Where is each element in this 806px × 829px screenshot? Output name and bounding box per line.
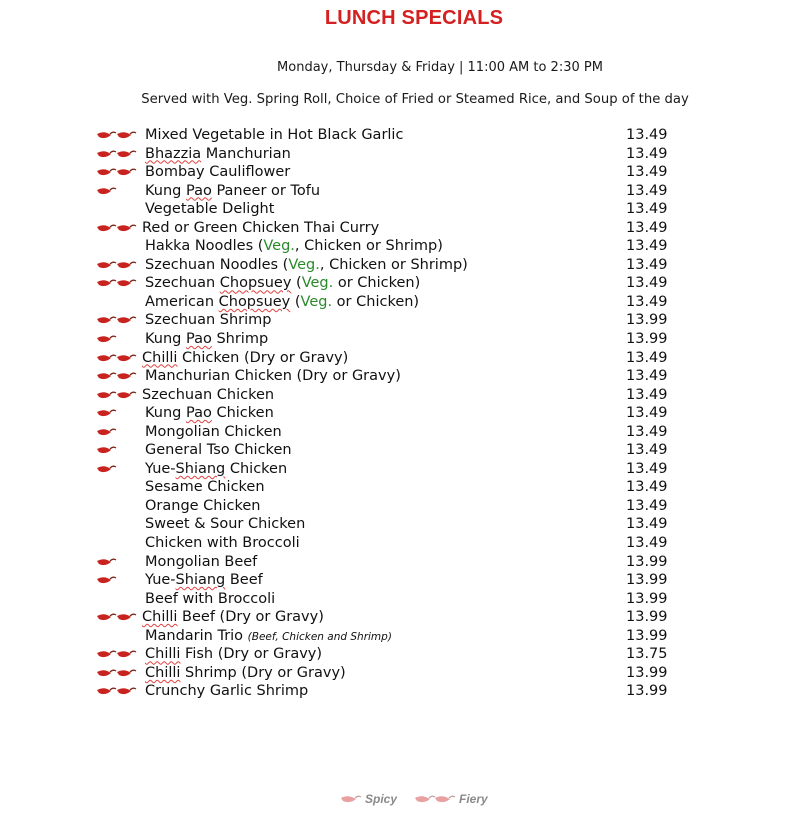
menu-item-name: Szechuan Chicken bbox=[142, 386, 275, 403]
chili-pepper-icon bbox=[97, 373, 116, 379]
chili-pepper-icon bbox=[97, 188, 116, 194]
menu-item bbox=[0, 571, 806, 590]
menu-item-price: 13.49 bbox=[626, 516, 668, 533]
menu-item bbox=[0, 553, 806, 572]
menu-item bbox=[0, 404, 806, 423]
fiery-indicator bbox=[96, 648, 140, 660]
spicy-indicator bbox=[96, 556, 140, 568]
menu-item bbox=[0, 145, 806, 164]
menu-item-name: Mixed Vegetable in Hot Black Garlic bbox=[145, 127, 404, 143]
menu-item-name: Szechuan Shrimp bbox=[145, 312, 272, 329]
menu-item bbox=[0, 293, 806, 312]
chili-pepper-icon bbox=[97, 151, 116, 157]
chili-pepper-icon bbox=[117, 262, 136, 268]
menu-item-name: General Tso Chicken bbox=[145, 442, 292, 459]
legend-chili-pepper-icon bbox=[414, 793, 436, 805]
spellcheck-word: Chilli bbox=[145, 664, 181, 681]
fiery-indicator bbox=[96, 389, 140, 401]
menu-item-name: Kung Pao Chicken bbox=[145, 405, 274, 422]
menu-item bbox=[0, 497, 806, 516]
menu-item-price: 13.49 bbox=[626, 460, 668, 477]
spellcheck-word: Chilli bbox=[142, 349, 178, 366]
menu-item-price: 13.49 bbox=[626, 497, 668, 514]
menu-item bbox=[0, 664, 806, 683]
menu-item-price: 13.49 bbox=[626, 164, 668, 181]
chili-pepper-icon bbox=[117, 132, 136, 138]
menu-item bbox=[0, 627, 806, 646]
chili-pepper-icon bbox=[117, 281, 136, 287]
menu-item-price: 13.99 bbox=[626, 609, 668, 626]
spicy-indicator bbox=[96, 444, 140, 456]
menu-item-name: American Chopsuey (Veg. or Chicken) bbox=[145, 293, 420, 310]
menu-item-name: Kung Pao Shrimp bbox=[145, 331, 269, 348]
spellcheck-word: Chopsuey bbox=[218, 293, 291, 310]
chili-pepper-icon bbox=[117, 151, 136, 157]
legend-spicy-label: Spicy bbox=[365, 792, 398, 806]
chili-pepper-icon bbox=[117, 318, 136, 324]
menu-item-name: Bhazzia Manchurian bbox=[145, 145, 291, 162]
menu-item-price: 13.99 bbox=[626, 331, 668, 348]
chili-pepper-icon bbox=[117, 355, 136, 361]
chili-pepper-icon bbox=[97, 466, 116, 472]
menu-item bbox=[0, 460, 806, 479]
hours-line: Monday, Thursday & Friday | 11:00 AM to 2:30 PM bbox=[277, 60, 603, 75]
chili-pepper-icon bbox=[97, 318, 116, 324]
menu-item-price: 13.49 bbox=[626, 405, 668, 422]
spellcheck-word: Chilli bbox=[145, 646, 181, 663]
chili-pepper-icon bbox=[97, 355, 116, 361]
legend-chili-pepper-icon bbox=[340, 793, 362, 805]
menu-item bbox=[0, 182, 806, 201]
chili-pepper-icon bbox=[117, 169, 136, 175]
fiery-indicator bbox=[96, 611, 140, 623]
chili-pepper-icon bbox=[97, 262, 116, 268]
menu-item bbox=[0, 478, 806, 497]
menu-item-name: Manchurian Chicken (Dry or Gravy) bbox=[145, 368, 401, 385]
menu-item bbox=[0, 311, 806, 330]
menu-item-name: Yue-Shiang Chicken bbox=[145, 460, 288, 477]
menu-item bbox=[0, 219, 806, 238]
menu-item-price: 13.49 bbox=[626, 349, 668, 366]
menu-item-price: 13.49 bbox=[626, 535, 668, 552]
legend-chili-pepper-icon bbox=[434, 793, 456, 805]
fiery-indicator bbox=[96, 222, 140, 234]
menu-item-name: Mandarin Trio (Beef, Chicken and Shrimp) bbox=[145, 627, 392, 644]
menu-item bbox=[0, 608, 806, 627]
menu-item-price: 13.99 bbox=[626, 590, 668, 607]
menu-item-name: Chilli Shrimp (Dry or Gravy) bbox=[145, 664, 346, 681]
menu-item-price: 13.75 bbox=[626, 646, 668, 663]
spellcheck-word: Bhazzia bbox=[145, 145, 202, 162]
menu-item-name: Crunchy Garlic Shrimp bbox=[145, 683, 309, 700]
chili-pepper-icon bbox=[117, 373, 136, 379]
spellcheck-word: Shiang bbox=[175, 572, 226, 589]
menu-item bbox=[0, 534, 806, 553]
menu-item-price: 13.49 bbox=[626, 293, 668, 310]
menu-item bbox=[0, 590, 806, 609]
chili-pepper-icon bbox=[117, 689, 136, 695]
fiery-indicator bbox=[96, 277, 140, 289]
chili-pepper-icon bbox=[97, 410, 116, 416]
chili-pepper-icon bbox=[97, 336, 116, 342]
spicy-indicator bbox=[96, 333, 140, 345]
chili-pepper-icon bbox=[117, 670, 136, 676]
menu-item-name: Vegetable Delight bbox=[145, 201, 275, 218]
chili-pepper-icon bbox=[117, 652, 136, 658]
chili-pepper-icon bbox=[97, 652, 116, 658]
menu-item-name: Chilli Chicken (Dry or Gravy) bbox=[142, 349, 349, 366]
menu-item bbox=[0, 386, 806, 405]
chili-pepper-icon bbox=[97, 614, 116, 620]
fiery-indicator bbox=[96, 129, 140, 141]
menu-item-price: 13.99 bbox=[626, 572, 668, 589]
chili-pepper-icon bbox=[117, 392, 136, 398]
spellcheck-word: Pao bbox=[185, 331, 212, 348]
menu-item-price: 13.49 bbox=[626, 238, 668, 255]
menu-item-price: 13.99 bbox=[626, 664, 668, 681]
page-title: LUNCH SPECIALS bbox=[324, 7, 504, 29]
menu-item bbox=[0, 367, 806, 386]
menu-item-name: Kung Pao Paneer or Tofu bbox=[145, 182, 321, 199]
menu-item-price: 13.49 bbox=[626, 275, 668, 292]
menu-item-name: Mongolian Beef bbox=[145, 553, 258, 570]
menu-item-name: Szechuan Chopsuey (Veg. or Chicken) bbox=[145, 275, 421, 292]
menu-item bbox=[0, 349, 806, 368]
menu-item bbox=[0, 163, 806, 182]
menu-item-name: Orange Chicken bbox=[145, 497, 261, 514]
menu-item bbox=[0, 256, 806, 275]
spellcheck-word: Shiang bbox=[175, 460, 226, 477]
spellcheck-word: Pao bbox=[185, 405, 212, 422]
chili-pepper-icon bbox=[117, 225, 136, 231]
menu-item bbox=[0, 200, 806, 219]
veg-option: Veg. bbox=[288, 256, 320, 273]
chili-pepper-icon bbox=[97, 429, 116, 435]
menu-item-price: 13.49 bbox=[626, 386, 668, 403]
fiery-indicator bbox=[96, 667, 140, 679]
lunch-menu-list bbox=[0, 126, 806, 701]
chili-pepper-icon bbox=[97, 447, 116, 453]
menu-item-price: 13.99 bbox=[626, 553, 668, 570]
menu-item-name: Chicken with Broccoli bbox=[145, 535, 300, 552]
menu-item-price: 13.49 bbox=[626, 256, 668, 273]
menu-item-name: Mongolian Chicken bbox=[145, 423, 282, 440]
fiery-indicator bbox=[96, 259, 140, 271]
spellcheck-word: Pao bbox=[185, 182, 212, 199]
chili-pepper-icon bbox=[97, 689, 116, 695]
menu-item-price: 13.49 bbox=[626, 219, 668, 236]
served-with-line: Served with Veg. Spring Roll, Choice of Fried or Steamed Rice, and Soup of the day bbox=[141, 92, 689, 107]
chili-pepper-icon bbox=[97, 169, 116, 175]
menu-item-price: 13.49 bbox=[626, 201, 668, 218]
menu-item bbox=[0, 274, 806, 293]
veg-option: Veg. bbox=[263, 238, 295, 255]
veg-option: Veg. bbox=[300, 293, 333, 310]
spellcheck-word: Chilli bbox=[142, 609, 178, 626]
menu-item-name: Hakka Noodles (Veg., Chicken or Shrimp) bbox=[145, 238, 443, 255]
menu-item bbox=[0, 645, 806, 664]
menu-item-note: (Beef, Chicken and Shrimp) bbox=[247, 630, 392, 643]
menu-item-price: 13.49 bbox=[626, 368, 668, 385]
chili-pepper-icon bbox=[97, 225, 116, 231]
chili-pepper-icon bbox=[97, 577, 116, 583]
spellcheck-word: Chopsuey bbox=[219, 275, 292, 292]
menu-item-name: Yue-Shiang Beef bbox=[145, 572, 263, 589]
fiery-indicator bbox=[96, 166, 140, 178]
chili-pepper-icon bbox=[97, 670, 116, 676]
menu-item-price: 13.49 bbox=[626, 182, 668, 199]
menu-item-price: 13.49 bbox=[626, 479, 668, 496]
menu-item-name: Sweet & Sour Chicken bbox=[145, 516, 306, 533]
menu-item-name: Red or Green Chicken Thai Curry bbox=[142, 219, 380, 236]
menu-item bbox=[0, 126, 806, 145]
menu-item-price: 13.99 bbox=[626, 627, 668, 644]
menu-item-name: Sesame Chicken bbox=[145, 479, 265, 496]
menu-item-price: 13.49 bbox=[626, 127, 668, 143]
menu-item-name: Bombay Cauliflower bbox=[145, 164, 291, 181]
fiery-indicator bbox=[96, 685, 140, 697]
menu-item-price: 13.99 bbox=[626, 312, 668, 329]
menu-item bbox=[0, 682, 806, 701]
menu-item-name: Chilli Beef (Dry or Gravy) bbox=[142, 609, 324, 626]
menu-item-price: 13.49 bbox=[626, 423, 668, 440]
spicy-indicator bbox=[96, 185, 140, 197]
spicy-indicator bbox=[96, 574, 140, 586]
menu-item bbox=[0, 423, 806, 442]
menu-item bbox=[0, 330, 806, 349]
chili-pepper-icon bbox=[117, 614, 136, 620]
veg-option: Veg. bbox=[301, 275, 334, 292]
spicy-indicator bbox=[96, 407, 140, 419]
chili-pepper-icon bbox=[97, 559, 116, 565]
menu-item-name: Beef with Broccoli bbox=[145, 590, 276, 607]
menu-item-name: Szechuan Noodles (Veg., Chicken or Shrimp) bbox=[145, 256, 468, 273]
menu-item-price: 13.49 bbox=[626, 145, 668, 162]
fiery-indicator bbox=[96, 314, 140, 326]
fiery-indicator bbox=[96, 352, 140, 364]
fiery-indicator bbox=[96, 370, 140, 382]
menu-item-price: 13.49 bbox=[626, 442, 668, 459]
menu-item-price: 13.99 bbox=[626, 683, 668, 700]
chili-pepper-icon bbox=[97, 281, 116, 287]
chili-pepper-icon bbox=[97, 392, 116, 398]
legend-fiery-label: Fiery bbox=[459, 792, 488, 806]
chili-pepper-icon bbox=[97, 132, 116, 138]
menu-item bbox=[0, 237, 806, 256]
spicy-indicator bbox=[96, 426, 140, 438]
menu-item bbox=[0, 515, 806, 534]
spicy-indicator bbox=[96, 463, 140, 475]
fiery-indicator bbox=[96, 148, 140, 160]
menu-item-name: Chilli Fish (Dry or Gravy) bbox=[145, 646, 323, 663]
menu-item bbox=[0, 441, 806, 460]
